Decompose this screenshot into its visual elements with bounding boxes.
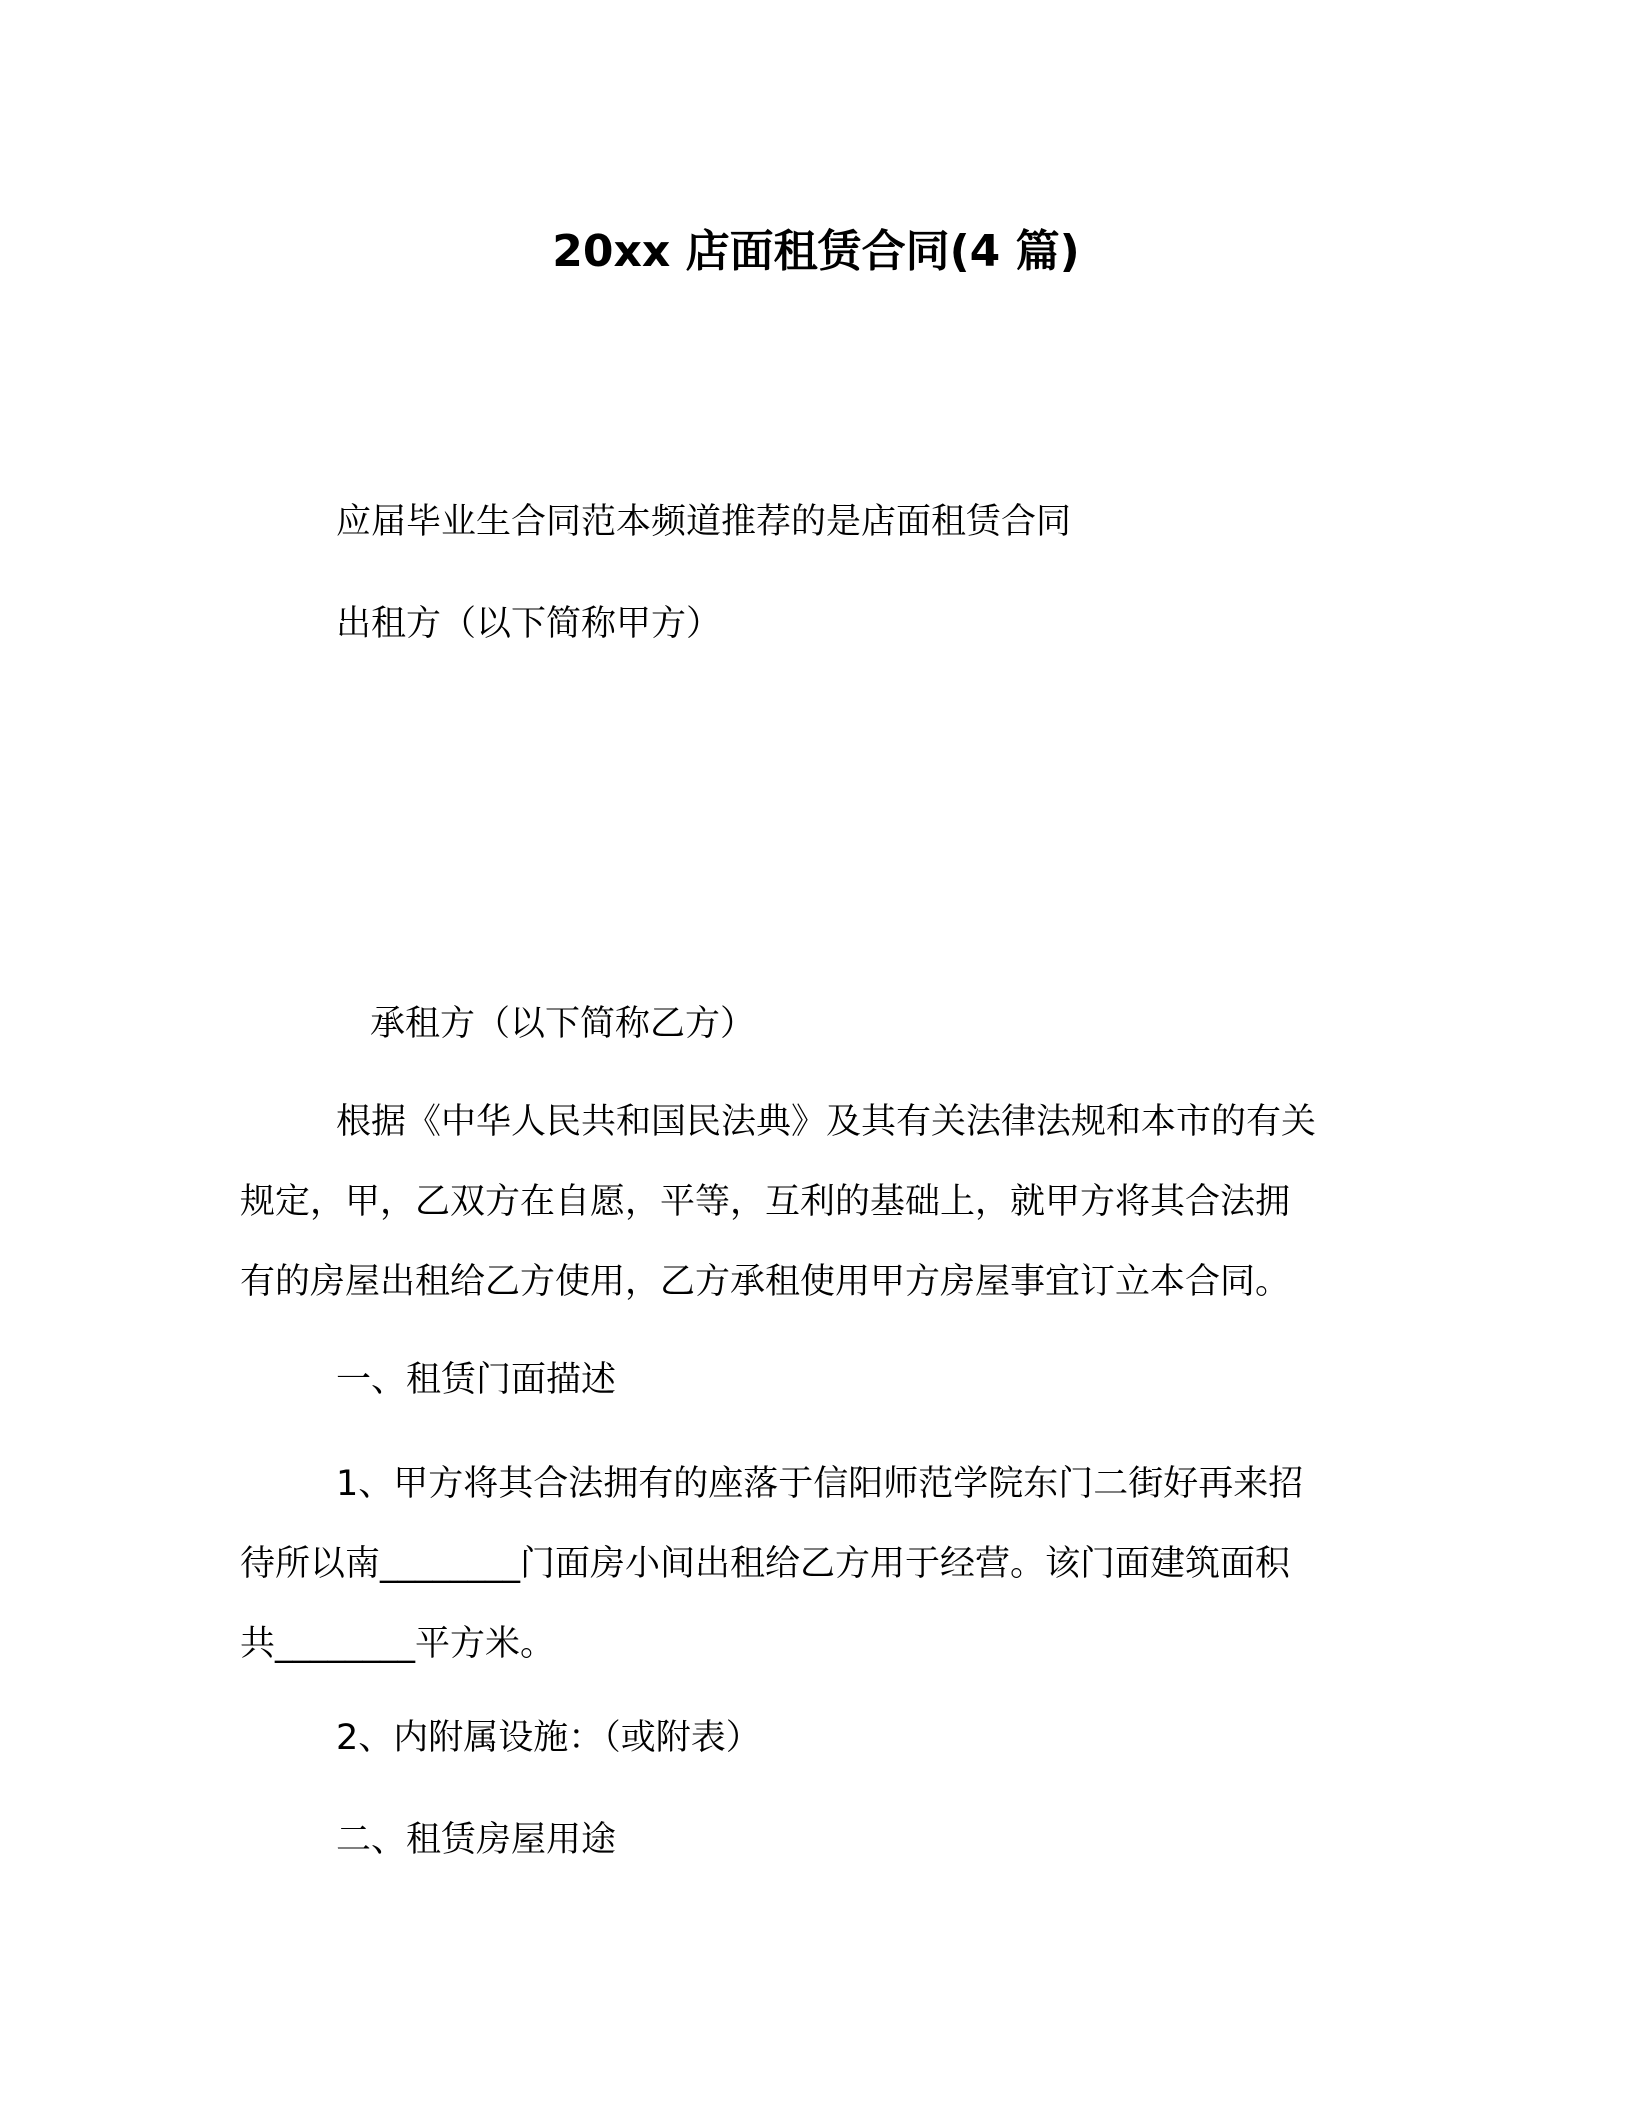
clause-2-line: 2、内附属设施：（或附表） bbox=[336, 1718, 761, 1758]
section-two-heading: 二、租赁房屋用途 bbox=[336, 1820, 617, 1860]
lessee-line: 承租方（以下简称乙方） bbox=[370, 1004, 756, 1044]
intro-paragraph: 应届毕业生合同范本频道推荐的是店面租赁合同 bbox=[336, 502, 1072, 542]
section-one-heading: 一、租赁门面描述 bbox=[336, 1360, 617, 1400]
clause-1-paragraph bbox=[240, 1458, 1420, 1698]
preamble-line: 规定，甲，乙双方在自愿，平等，互利的基础上，就甲方将其合法拥 bbox=[240, 1182, 1291, 1222]
preamble-paragraph bbox=[240, 1096, 1420, 1336]
preamble-line: 根据《中华人民共和国民法典》及其有关法律法规和本市的有关 bbox=[336, 1102, 1317, 1142]
clause-1-line: 共________平方米。 bbox=[240, 1624, 556, 1664]
document-title: 20xx 店面租赁合同(4 篇) bbox=[552, 226, 1080, 277]
preamble-line: 有的房屋出租给乙方使用，乙方承租使用甲方房屋事宜订立本合同。 bbox=[240, 1262, 1291, 1302]
lessor-line: 出租方（以下简称甲方） bbox=[336, 604, 722, 644]
clause-1-line: 待所以南________门面房小间出租给乙方用于经营。该门面建筑面积 bbox=[240, 1544, 1291, 1584]
clause-1-line: 1、甲方将其合法拥有的座落于信阳师范学院东门二街好再来招 bbox=[336, 1464, 1304, 1504]
